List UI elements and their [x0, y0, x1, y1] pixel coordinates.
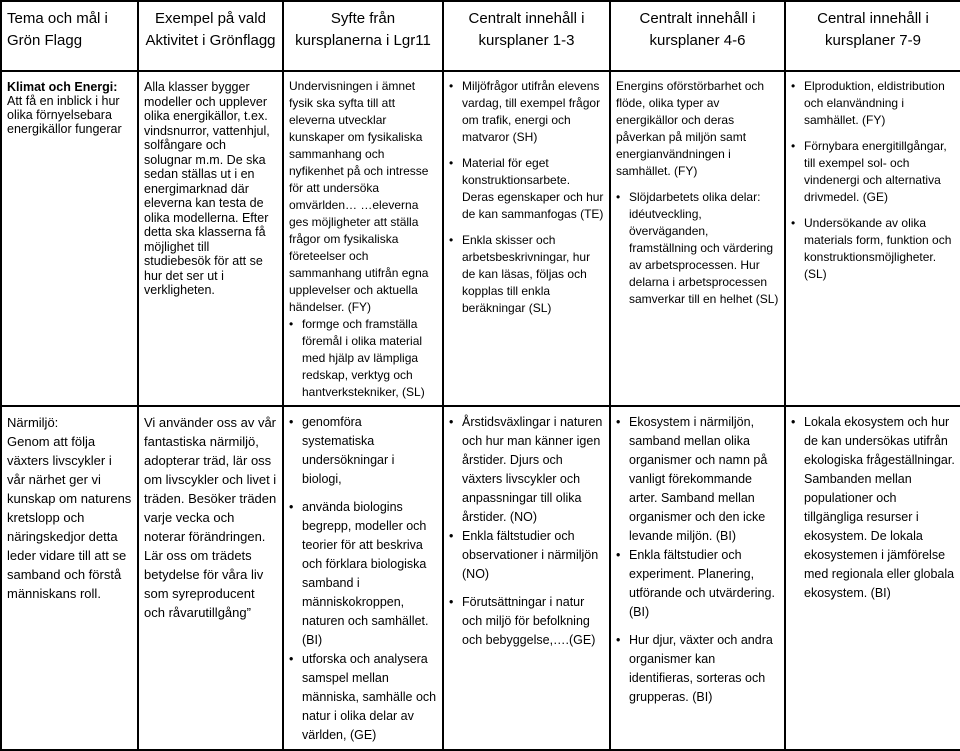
table-row-narmiljo — [1, 406, 960, 750]
exempel-text: Alla klasser bygger modeller och upplever olika energikällor, t.ex. vindsnurror, vattenhjul, solfångare och solugnar m.m. De ska sedan ställas ut i en energimarknad där eleverna kan testa de olika modellerna. Efter detta ska klasserna få möjlighet till studiebesök för att se hur det ser ut i verkligheten. — [144, 80, 270, 297]
cell-tema-narmiljo — [1, 406, 138, 750]
tema-text: Genom att följa växters livscykler i vår närhet ger vi kunskap om naturens kretslopp och näringskedjor detta leder vidare till att se samband och förstå människans roll. — [7, 434, 132, 601]
list-item: • Förnybara energitillgångar, till exempel sol- och vindenergi och alternativa drivmedel. (GE) — [791, 138, 955, 206]
list-item: • Årstidsväxlingar i naturen och hur man känner igen årstider. Djurs och växters livscykler och anpassningar till olika årstider. (NO) — [449, 413, 604, 527]
tema-text: Att få en inblick i hur olika förnyelsebara energikällor fungerar — [7, 94, 122, 136]
list-item: • använda biologins begrepp, modeller och teorier för att beskriva och förklara biologiska samband i människokroppen, naturen och samhället. (BI) — [289, 498, 437, 650]
header-innehall-4-6: Centralt innehåll i kursplaner 4-6 — [610, 1, 785, 71]
cell-innehall-7-9-narmiljo — [785, 406, 960, 750]
cell-syfte-narmiljo — [283, 406, 443, 750]
tema-title: Klimat och Energi: — [7, 80, 118, 94]
header-innehall-7-9: Central innehåll i kursplaner 7-9 — [785, 1, 960, 71]
list-item: • Lokala ekosystem och hur de kan undersökas utifrån ekologiska frågeställningar. Sambanden mellan populationer och tillgängliga resurser i ekosystem. De lokala ekosystemen i jämförelse med regionala eller globala ekosystem. (BI) — [791, 413, 955, 603]
header-innehall-1-3: Centralt innehåll i kursplaner 1-3 — [443, 1, 610, 71]
cell-innehall-1-3-klimat — [443, 71, 610, 406]
header-exempel: Exempel på vald Aktivitet i Grönflagg — [138, 1, 283, 71]
list-item: • Förutsättningar i natur och miljö för befolkning och bebyggelse,….(GE) — [449, 593, 604, 650]
cell-innehall-1-3-narmiljo — [443, 406, 610, 750]
list-item: • Slöjdarbetets olika delar: idéutveckling, överväganden, framställning och värdering av arbetsprocessen. Hur delarna i arbetsprocessen samverkar till en helhet (SL) — [616, 189, 779, 308]
syfte-bullet: • formge och framställa föremål i olika material med hjälp av lämpliga redskap, verktyg och hantverkstekniker, (SL) — [289, 316, 437, 401]
header-syfte: Syfte från kursplanerna i Lgr11 — [283, 1, 443, 71]
cell-exempel-narmiljo — [138, 406, 283, 750]
cell-tema-klimat — [1, 71, 138, 406]
exempel-text: Vi använder oss av vår fantastiska närmiljö, adopterar träd, lär oss om livscykler och livet i träden. Besöker träden varje vecka och noterar förändringen. Lär oss om trädets betydelse för våra liv som syreproducent och råvarutillgång” — [144, 415, 277, 620]
list-item: • Ekosystem i närmiljön, samband mellan olika organismer och namn på vanligt förekommande arter. Samband mellan organismer och den icke levande miljön. (BI) — [616, 413, 779, 546]
header-row — [1, 1, 960, 71]
cell-exempel-klimat — [138, 71, 283, 406]
list-item: • Undersökande av olika materials form, funktion och konstruktionsmöjligheter. (SL) — [791, 215, 955, 283]
cell-innehall-7-9-klimat — [785, 71, 960, 406]
cell-innehall-4-6-klimat — [610, 71, 785, 406]
header-tema: Tema och mål i Grön Flagg — [1, 1, 138, 71]
list-item: • Enkla fältstudier och experiment. Planering, utförande och utvärdering. (BI) — [616, 546, 779, 622]
list-item: • Elproduktion, eldistribution och elanvändning i samhället. (FY) — [791, 78, 955, 129]
table-row-klimat — [1, 71, 960, 406]
list-item: • utforska och analysera samspel mellan människa, samhälle och natur i olika delar av världen, (GE) — [289, 650, 437, 745]
list-item: • Enkla fältstudier och observationer i närmiljön (NO) — [449, 527, 604, 584]
list-item: • Material för eget konstruktionsarbete. Deras egenskaper och hur de kan sammanfogas (TE) — [449, 155, 604, 223]
cell-syfte-klimat — [283, 71, 443, 406]
syfte-intro: Undervisningen i ämnet fysik ska syfta till att eleverna utvecklar kunskaper om fysikaliska sammanhang och nyfikenhet på och intresse för att undersöka omvärlden… …eleverna ges möjligheter att ställa frågor om fysikaliska företeelser och sammanhang utifrån egna upplevelser och aktuella händelser. (FY) — [289, 79, 429, 314]
cell-innehall-4-6-narmiljo — [610, 406, 785, 750]
list-item: • Miljöfrågor utifrån elevens vardag, till exempel frågor om trafik, energi och matvaror (SH) — [449, 78, 604, 146]
list-item: • Hur djur, växter och andra organismer kan identifieras, sorteras och grupperas. (BI) — [616, 631, 779, 707]
list-item: • genomföra systematiska undersökningar i biologi, — [289, 413, 437, 489]
list-item: • Enkla skisser och arbetsbeskrivningar, hur de kan läsas, följas och kopplas till enkla beräkningar (SL) — [449, 232, 604, 317]
tema-title: Närmiljö: — [7, 415, 59, 430]
list-item: Energins oförstörbarhet och flöde, olika typer av energikällor och deras påverkan på miljön samt energianvändningen i samhället. (FY) — [616, 79, 765, 178]
